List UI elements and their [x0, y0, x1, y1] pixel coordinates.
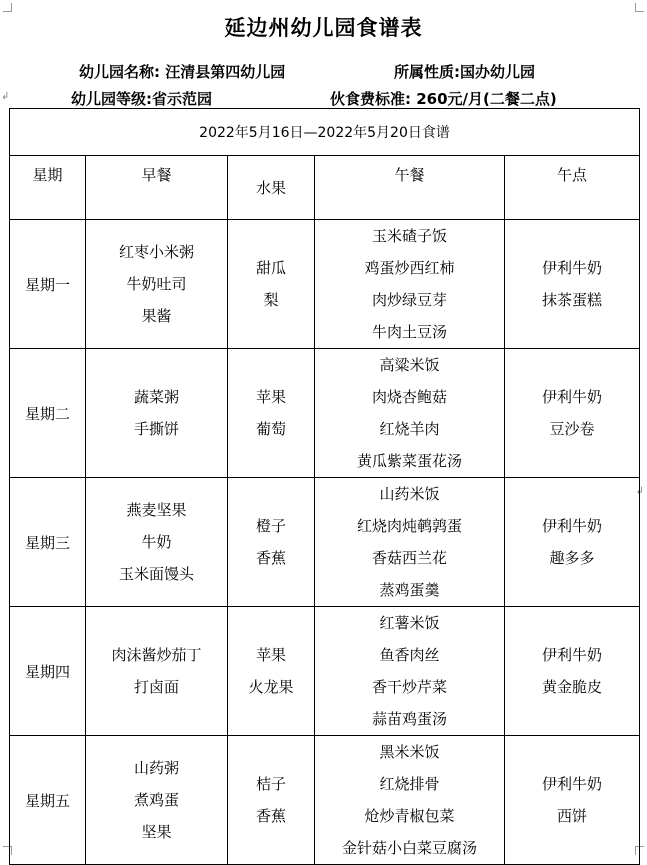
snack-item: 豆沙卷: [549, 420, 595, 438]
snack-item: 伊利牛奶: [542, 646, 603, 664]
breakfast-item: 燕麦坚果: [126, 501, 187, 519]
weekday-cell: 星期五: [10, 736, 86, 865]
snack-cell: [505, 349, 640, 478]
paragraph-arrow-icon: ↲: [1, 91, 10, 102]
snack-cell: [505, 607, 640, 736]
fruit-cell: [228, 220, 315, 349]
fruit-cell: [228, 478, 315, 607]
weekday-cell: 星期二: [10, 349, 86, 478]
snack-item: 趣多多: [549, 549, 595, 567]
breakfast-item: 蔬菜粥: [133, 388, 179, 406]
weekday-cell: 星期三: [10, 478, 86, 607]
fruit-item: 梨: [263, 291, 279, 309]
breakfast-item: 坚果: [141, 823, 172, 841]
fruit-item: 香蕉: [255, 807, 286, 825]
lunch-cell: [315, 736, 505, 865]
lunch-item: 蒸鸡蛋羹: [379, 581, 440, 599]
menu-table: [9, 108, 640, 865]
weekday-cell: 星期四: [10, 607, 86, 736]
lunch-item: 鸡蛋炒西红柿: [364, 259, 455, 277]
meal-fee-standard: 伙食费标准: 260元/月(二餐二点): [330, 90, 557, 108]
weekday-cell: 星期一: [10, 220, 86, 349]
lunch-item: 山药米饭: [379, 485, 440, 503]
snack-item: 西饼: [557, 807, 588, 825]
lunch-item: 炝炒青椒包菜: [364, 807, 455, 825]
breakfast-item: 果酱: [141, 307, 172, 325]
lunch-item: 黄瓜紫菜蛋花汤: [356, 452, 462, 470]
snack-item: 伊利牛奶: [542, 517, 603, 535]
fruit-item: 桔子: [255, 775, 286, 793]
fruit-item: 苹果: [255, 388, 286, 406]
breakfast-cell: [86, 607, 228, 736]
fruit-item: 苹果: [255, 646, 286, 664]
breakfast-item: 山药粥: [133, 759, 179, 777]
snack-item: 伊利牛奶: [542, 388, 603, 406]
lunch-item: 香干炒芹菜: [371, 678, 447, 696]
breakfast-item: 牛奶吐司: [126, 275, 187, 293]
breakfast-item: 打卤面: [133, 678, 179, 696]
lunch-item: 高粱米饭: [379, 356, 440, 374]
snack-cell: [505, 736, 640, 865]
header-lunch: 午餐: [315, 156, 505, 220]
lunch-item: 红烧肉炖鹌鹑蛋: [356, 517, 462, 535]
day-row: [10, 220, 640, 349]
breakfast-cell: [86, 736, 228, 865]
header-row: [10, 156, 640, 220]
breakfast-cell: [86, 220, 228, 349]
lunch-cell: [315, 478, 505, 607]
fruit-cell: [228, 607, 315, 736]
snack-item: 伊利牛奶: [542, 259, 603, 277]
lunch-item: 玉米碴子饭: [371, 227, 447, 245]
page-title: 延边州幼儿园食谱表: [224, 16, 423, 40]
lunch-item: 红烧羊肉: [379, 420, 440, 438]
lunch-item: 蒜苗鸡蛋汤: [371, 710, 447, 728]
lunch-item: 黑米米饭: [379, 743, 440, 761]
snack-item: 伊利牛奶: [542, 775, 603, 793]
lunch-item: 鱼香肉丝: [379, 646, 440, 664]
lunch-item: 牛肉土豆汤: [371, 323, 447, 341]
header-breakfast: 早餐: [86, 156, 228, 220]
breakfast-item: 玉米面馒头: [118, 565, 194, 583]
breakfast-item: 红枣小米粥: [118, 243, 194, 261]
header-fruit: 水果: [228, 156, 315, 220]
breakfast-cell: [86, 349, 228, 478]
fruit-item: 橙子: [255, 517, 286, 535]
breakfast-item: 手撕饼: [133, 420, 179, 438]
fruit-cell: [228, 349, 315, 478]
breakfast-item: 牛奶: [141, 533, 172, 551]
lunch-item: 红烧排骨: [379, 775, 440, 793]
day-row: [10, 607, 640, 736]
snack-item: 黄金脆皮: [542, 678, 603, 696]
day-row: [10, 736, 640, 865]
breakfast-item: 肉沫酱炒茄丁: [111, 646, 202, 664]
lunch-item: 金针菇小白菜豆腐汤: [341, 839, 477, 857]
breakfast-item: 煮鸡蛋: [133, 791, 179, 809]
fruit-item: 葡萄: [255, 420, 286, 438]
kindergarten-nature: 所属性质:国办幼儿园: [394, 63, 535, 81]
day-row: [10, 349, 640, 478]
header-weekday: 星期: [10, 156, 86, 220]
snack-cell: [505, 220, 640, 349]
snack-cell: [505, 478, 640, 607]
page-corner-mark: [3, 3, 12, 12]
page-corner-mark: [635, 3, 644, 12]
breakfast-cell: [86, 478, 228, 607]
lunch-cell: [315, 607, 505, 736]
kindergarten-name: 幼儿园名称: 汪清县第四幼儿园: [79, 63, 286, 81]
fruit-item: 甜瓜: [255, 259, 286, 277]
snack-item: 抹茶蛋糕: [542, 291, 603, 309]
lunch-item: 肉烧杏鲍菇: [371, 388, 447, 406]
fruit-item: 火龙果: [248, 678, 294, 696]
date-range-row: [10, 109, 640, 156]
lunch-item: 肉炒绿豆芽: [371, 291, 447, 309]
lunch-item: 香菇西兰花: [371, 549, 447, 567]
fruit-cell: [228, 736, 315, 865]
lunch-cell: [315, 220, 505, 349]
paragraph-arrow-icon: ↲: [635, 486, 644, 497]
day-row: [10, 478, 640, 607]
date-range: 2022年5月16日—2022年5月20日食谱: [10, 109, 640, 156]
fruit-item: 香蕉: [255, 549, 286, 567]
kindergarten-level: 幼儿园等级:省示范园: [71, 90, 212, 108]
header-snack: 午点: [505, 156, 640, 220]
lunch-item: 红薯米饭: [379, 614, 440, 632]
lunch-cell: [315, 349, 505, 478]
